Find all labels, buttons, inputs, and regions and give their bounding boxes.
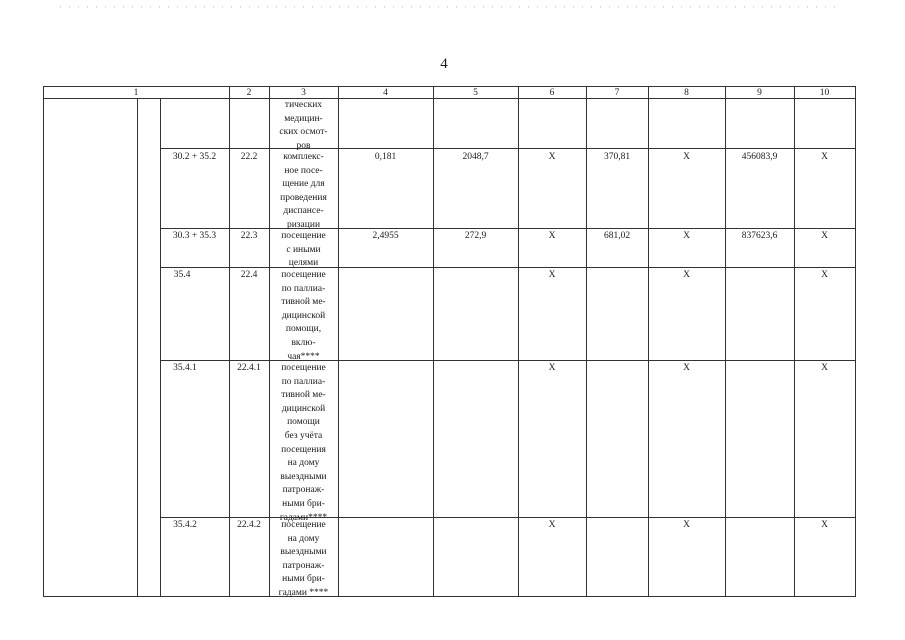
row-col-7: 370,81 xyxy=(603,152,631,162)
row-col-9: 837623,6 xyxy=(741,231,778,241)
row-col-4: 2,4955 xyxy=(372,231,399,241)
row-col-6: X xyxy=(548,231,556,241)
header-col-1: 1 xyxy=(133,88,139,98)
row-code-2: 22.4 xyxy=(240,270,258,280)
header-col-4: 4 xyxy=(383,88,388,98)
row-code-2: 22.4.2 xyxy=(237,520,261,530)
row-code-1: 35.4.2 xyxy=(173,520,197,530)
header-col-2: 2 xyxy=(246,88,252,98)
row-col-6: X xyxy=(548,152,556,162)
row-name: комплекс- ное посе- щение для проведения диспансе- ризации xyxy=(280,152,327,230)
header-col-7: 7 xyxy=(614,88,620,98)
row-name: посещение на дому выездными патронаж- ными бри- гадами **** xyxy=(278,520,329,598)
row-col-10: X xyxy=(821,270,828,280)
row-name: посещение по паллиа- тивной ме- дицинской помощи без учёта посещения на дому выездными патронаж- ными бри- гадами**** xyxy=(279,363,328,523)
row-code-1: 35.4 xyxy=(173,270,191,280)
row-col-6: X xyxy=(548,270,556,280)
row-code-2: 22.4.1 xyxy=(237,363,261,373)
row-name: посещение с иными целями xyxy=(281,231,326,269)
row-col-9: 456083,9 xyxy=(741,152,778,162)
header-col-3: 3 xyxy=(301,88,306,98)
row-col-8: X xyxy=(683,520,690,530)
header-col-8: 8 xyxy=(684,88,689,98)
row-code-1: 35.4.1 xyxy=(173,363,197,373)
header-col-10: 10 xyxy=(819,88,830,98)
header-col-6: 6 xyxy=(549,88,555,98)
row-col-10: X xyxy=(821,363,828,373)
row-col-10: X xyxy=(821,231,828,241)
row-code-2: 22.3 xyxy=(240,231,258,241)
row-code-1: 30.2 + 35.2 xyxy=(172,152,217,162)
row-code-2: 22.2 xyxy=(240,152,258,162)
continuation-name-cell: тических медицин- ских осмот- ров xyxy=(279,100,328,151)
row-col-6: X xyxy=(548,363,556,373)
row-col-7: 681,02 xyxy=(603,231,631,241)
row-col-8: X xyxy=(683,152,690,162)
row-col-4: 0,181 xyxy=(374,152,397,162)
header-col-9: 9 xyxy=(757,88,762,98)
row-col-8: X xyxy=(683,231,690,241)
row-col-10: X xyxy=(821,152,828,162)
row-col-8: X xyxy=(683,363,690,373)
row-col-10: X xyxy=(821,520,828,530)
row-col-5: 272,9 xyxy=(464,231,487,241)
header-col-5: 5 xyxy=(473,88,478,98)
row-col-5: 2048,7 xyxy=(462,152,489,162)
row-col-8: X xyxy=(683,270,690,280)
page-number: 4 xyxy=(440,56,448,72)
row-col-6: X xyxy=(548,520,556,530)
scan-artifact xyxy=(60,6,840,8)
row-name: посещение по паллиа- тивной ме- дицинской помощи, вклю- чая**** xyxy=(281,270,326,362)
row-code-1: 30.3 + 35.3 xyxy=(172,231,217,241)
